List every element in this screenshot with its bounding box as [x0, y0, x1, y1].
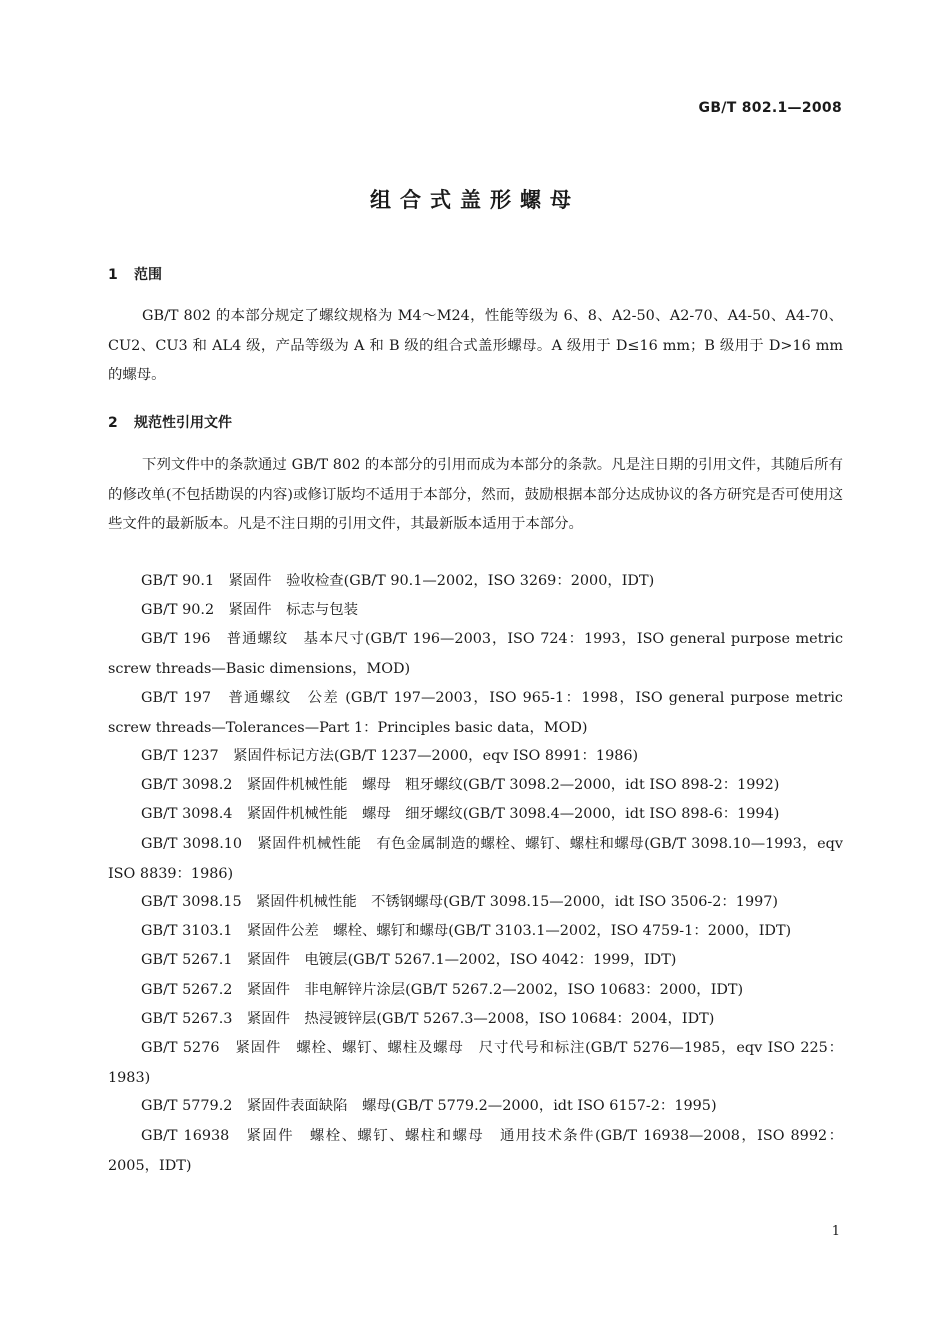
reference-item: GB/T 5267.1 紧固件 电镀层(GB/T 5267.1—2002，ISO 4042：1999，IDT)	[141, 952, 677, 968]
section-title: 范围	[134, 267, 162, 283]
reference-item: GB/T 90.2 紧固件 标志与包装	[141, 602, 359, 618]
reference-item: GB/T 5267.3 紧固件 热浸镀锌层(GB/T 5267.3—2008，ISO 10684：2004，IDT)	[141, 1011, 715, 1027]
reference-item: GB/T 16938 紧固件 螺栓、螺钉、螺柱和螺母 通用技术条件(GB/T 16938—2008，ISO 8992：2005，IDT)	[108, 1128, 843, 1174]
reference-item: GB/T 3103.1 紧固件公差 螺栓、螺钉和螺母(GB/T 3103.1—2002，ISO 4759-1：2000，IDT)	[141, 923, 792, 939]
section-number: 1	[108, 267, 118, 283]
page-number: 1	[831, 1224, 840, 1239]
reference-item: GB/T 3098.2 紧固件机械性能 螺母 粗牙螺纹(GB/T 3098.2—2000，idt ISO 898-2：1992)	[141, 777, 780, 793]
reference-item: GB/T 197 普通螺纹 公差 (GB/T 197—2003，ISO 965-1：1998，ISO general purpose metric screw threads—Tolerances—Part 1：Principles basic data，MOD)	[108, 690, 843, 736]
reference-item: GB/T 196 普通螺纹 基本尺寸(GB/T 196—2003，ISO 724：1993，ISO general purpose metric screw threads—Basic dimensions，MOD)	[108, 631, 843, 677]
document-title: 组合式盖形螺母	[370, 188, 580, 212]
reference-item: GB/T 90.1 紧固件 验收检查(GB/T 90.1—2002，ISO 3269：2000，IDT)	[141, 573, 655, 589]
section-number: 2	[108, 415, 118, 431]
section-heading-scope	[108, 264, 162, 284]
reference-item: GB/T 3098.4 紧固件机械性能 螺母 细牙螺纹(GB/T 3098.4—2000，idt ISO 898-6：1994)	[141, 806, 780, 822]
references-intro-paragraph: 下列文件中的条款通过 GB/T 802 的本部分的引用而成为本部分的条款。凡是注日期的引用文件，其随后所有的修改单(不包括勘误的内容)或修订版均不适用于本部分，然而，鼓励根据本部分达成协议的各方研究是否可使用这些文件的最新版本。凡是不注日期的引用文件，其最新版本适用于本部分。	[108, 457, 843, 532]
reference-item: GB/T 5267.2 紧固件 非电解锌片涂层(GB/T 5267.2—2002，ISO 10683：2000，IDT)	[141, 982, 744, 998]
standard-code-header: GB/T 802.1—2008	[698, 100, 842, 116]
reference-item: GB/T 5779.2 紧固件表面缺陷 螺母(GB/T 5779.2—2000，idt ISO 6157-2：1995)	[141, 1098, 717, 1114]
reference-item: GB/T 5276 紧固件 螺栓、螺钉、螺柱及螺母 尺寸代号和标注(GB/T 5276—1985，eqv ISO 225：1983)	[108, 1040, 843, 1086]
scope-paragraph: GB/T 802 的本部分规定了螺纹规格为 M4～M24，性能等级为 6、8、A2-50、A2-70、A4-50、A4-70、CU2、CU3 和 AL4 级，产品等级为 A 和 B 级的组合式盖形螺母。A 级用于 D≤16 mm；B 级用于 D>16 mm 的螺母。	[108, 308, 843, 383]
section-heading-normative-references	[108, 412, 232, 432]
reference-item: GB/T 3098.15 紧固件机械性能 不锈钢螺母(GB/T 3098.15—2000，idt ISO 3506-2：1997)	[141, 894, 779, 910]
reference-item: GB/T 1237 紧固件标记方法(GB/T 1237—2000，eqv ISO 8991：1986)	[141, 748, 639, 764]
reference-item: GB/T 3098.10 紧固件机械性能 有色金属制造的螺栓、螺钉、螺柱和螺母(GB/T 3098.10—1993，eqv ISO 8839：1986)	[108, 836, 843, 882]
section-title: 规范性引用文件	[134, 415, 232, 431]
